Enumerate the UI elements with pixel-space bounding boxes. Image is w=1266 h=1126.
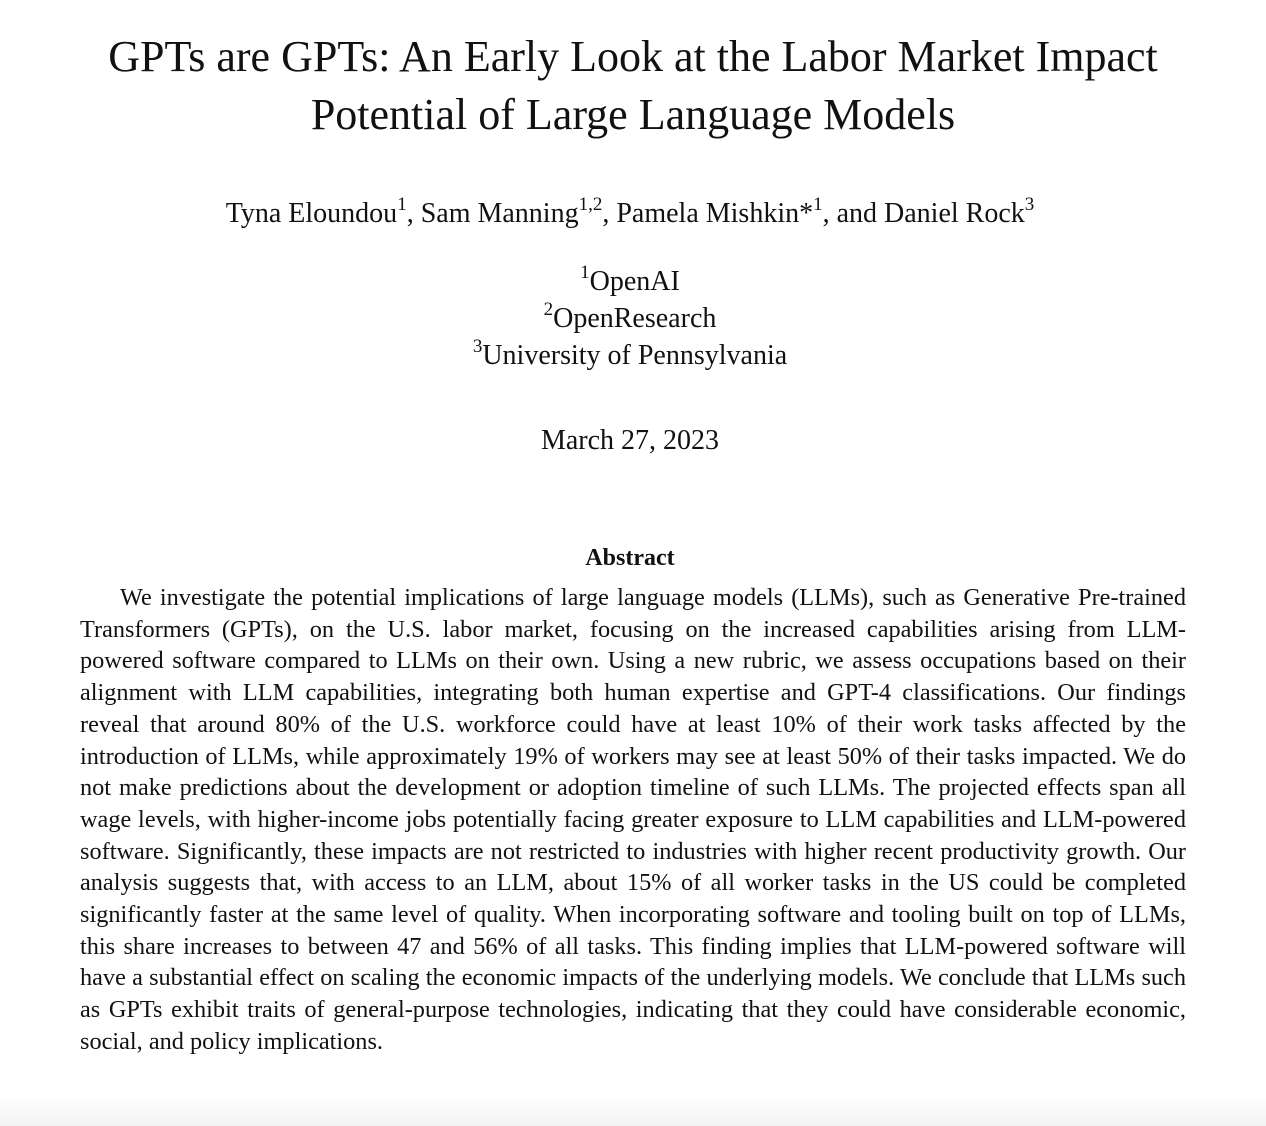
- publication-date: March 27, 2023: [540, 425, 720, 456]
- affiliation-mark: 2: [543, 298, 554, 320]
- author-affiliation-mark: 1: [397, 193, 407, 215]
- affiliation-upenn: [0, 335, 1260, 374]
- author-affiliation-mark: 3: [1024, 193, 1035, 215]
- author-separator: , and: [822, 198, 885, 229]
- author-name: Tyna Eloundou: [225, 198, 398, 229]
- author-separator: ,: [602, 198, 617, 229]
- paper-title: [0, 28, 1266, 144]
- affiliation-openresearch: [0, 298, 1260, 337]
- paper-title-line-1: GPTs are GPTs: An Early Look at the Labor Market Impact: [108, 32, 1158, 81]
- affiliation-openai: [0, 261, 1260, 300]
- author-affiliation-mark: 1: [813, 193, 823, 215]
- author-affiliation-mark: 1,2: [578, 193, 603, 215]
- author-list: [0, 193, 1260, 232]
- affiliation-mark: 1: [580, 261, 590, 283]
- affiliation-name: OpenAI: [589, 266, 680, 297]
- author-separator: ,: [406, 198, 421, 229]
- affiliation-mark: 3: [472, 335, 483, 357]
- affiliation-name: University of Pennsylvania: [482, 340, 788, 371]
- abstract-heading: Abstract: [585, 545, 675, 571]
- author-name: Pamela Mishkin*: [616, 198, 814, 229]
- author-name: Sam Manning: [420, 198, 579, 229]
- author-name: Daniel Rock: [884, 198, 1025, 229]
- affiliation-name: OpenResearch: [553, 303, 717, 334]
- paper-title-line-2: Potential of Large Language Models: [310, 90, 956, 139]
- page-bottom-shade: [0, 1096, 1266, 1126]
- abstract-text: We investigate the potential implications of large language models (LLMs), such as Generative Pre-trained Transformers (GPTs), on the U.S. labor market, focusing on the increased capabilities arising from LLM-powered software compared to LLMs on their own. Using a new rubric, we assess occupations based on their alignment with LLM capabilities, integrating both human expertise and GPT-4 classifications. Our findings reveal that around 80% of the U.S. workforce could have at least 10% of their work tasks affected by the introduction of LLMs, while approximately 19% of workers may see at least 50% of their tasks impacted. We do not make predictions about the development or adoption timeline of such LLMs. The projected effects span all wage levels, with higher-income jobs potentially facing greater exposure to LLM capabilities and LLM-powered software. Significantly, these impacts are not restricted to industries with higher recent productivity growth. Our analysis suggests that, with access to an LLM, about 15% of all worker tasks in the US could be completed significantly faster at the same level of quality. When incorporating software and tooling built on top of LLMs, this share increases to between 47 and 56% of all tasks. This finding implies that LLM-powered software will have a substantial effect on scaling the economic impacts of the underlying models. We conclude that LLMs such as GPTs exhibit traits of general-purpose technologies, indicating that they could have considerable economic, social, and policy implications.: [80, 584, 1186, 1055]
